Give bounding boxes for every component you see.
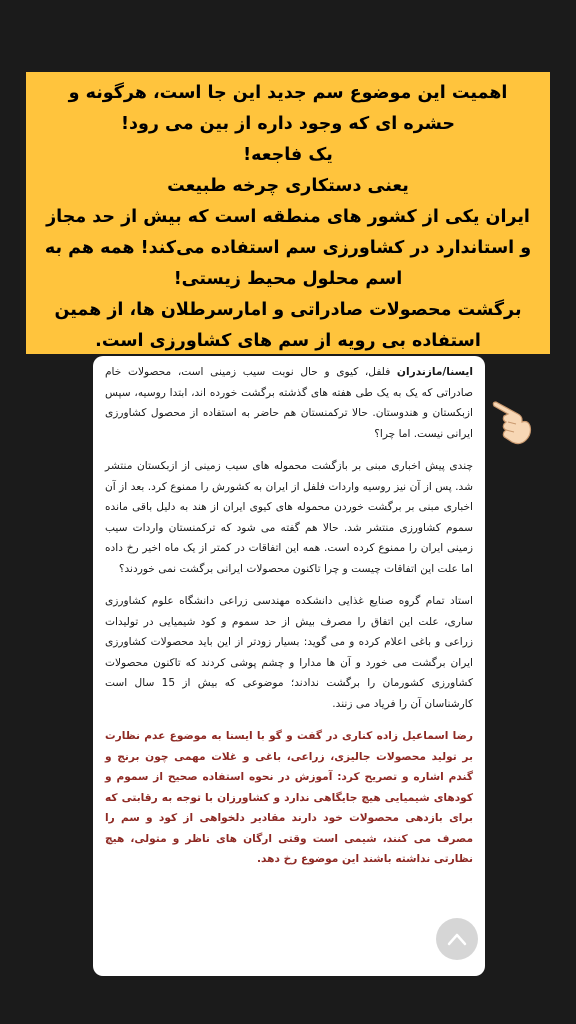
article-paragraph-2: چندی پیش اخباری مبنی بر بازگشت محموله های سیب زمینی از ازبکستان منتشر شد. پس از آن نیز روسیه واردات فلفل از ایران به کشورش را ممنوع کرد. بعد از آن اخباری مبنی بر برگشت خوردن محموله های کیوی ایران از هند به دلیل باقی مانده سموم کشاورزی منتشر شد. حالا هم گفته می شود که ترکمنستان واردات سیب زمینی ایران را ممنوع کرده است. همه این اتفاقات در کمتر از یک ماه اخیر رخ داده اما علت این اتفاقات چیست و چرا تاکنون محصولات ایرانی برگشت نمی خوردند؟ <box>105 460 473 575</box>
scroll-up-button[interactable] <box>436 918 478 960</box>
caption-line-4: ایران یکی از کشور های منطقه است که بیش از حد مجاز و استاندارد در کشاورزی سم استفاده می‌کند! همه هم به اسم محلول محیط زیستی! <box>44 207 532 289</box>
article-screenshot <box>93 356 485 976</box>
caption-line-3: یعنی دستکاری چرخه طبیعت <box>167 176 409 196</box>
article-source: ایسنا/مازندران <box>396 366 473 378</box>
pointing-hand-icon <box>492 392 536 448</box>
caption-line-1: اهمیت این موضوع سم جدید این جا است، هرگونه و حشره ای که وجود داره از بین می رود! <box>68 83 508 134</box>
caption-line-2: یک فاجعه! <box>243 145 333 165</box>
caption-box <box>26 72 550 354</box>
article-paragraph-1 <box>105 362 473 444</box>
chevron-up-icon <box>447 932 467 946</box>
caption-line-5: برگشت محصولات صادراتی و امارسرطلان ها، از همین استفاده بی رویه از سم های کشاورزی است. <box>54 300 522 351</box>
article-paragraph-3: استاد تمام گروه صنایع غذایی دانشکده مهندسی زراعی دانشگاه علوم کشاورزی ساری، علت این اتفاق را مصرف بیش از حد سموم و کود شیمیایی در تولیدات زراعی و باغی اعلام کرده و می گوید: بسیار زودتر از این باید محصولات کشاورزی ایران برگشت می خورد و آن ها مدارا و چشم پوشی کردند که تاکنون محصولات کشاورزی کشورمان را برگشت ندادند؛ موضوعی که بیش از 15 سال است کارشناسان آن را فریاد می زنند. <box>105 595 473 710</box>
article-paragraph-1-text: فلفل، کیوی و حال نوبت سیب زمینی است، محصولات خام صادراتی که یک به یک طی هفته های گذشته برگشت خورده اند، ابتدا روسیه، سپس ازبکستان و هندوستان. حالا ترکمنستان هم حاضر به استفاده از محصول کشاورزی ایرانی نیست. اما چرا؟ <box>105 366 473 440</box>
article-paragraph-4: رضا اسماعیل زاده کناری در گفت و گو با ایسنا به موضوع عدم نظارت بر تولید محصولات جالیزی، زراعی، باغی و غلات مهمی چون برنج و گندم اشاره و تصریح کرد: آموزش در نحوه استفاده صحیح از سموم و کودهای شیمیایی هیچ جایگاهی ندارد و کشاورزان با توجه به رقابتی که برای بازدهی محصولات خود دارند مقادیر دلخواهی از کود و سم را مصرف می کنند، شیمی است وقتی ارگان های ناظر و متولی، هیچ نظارتی نداشته باشند این موضوع رخ دهد. <box>105 730 473 865</box>
